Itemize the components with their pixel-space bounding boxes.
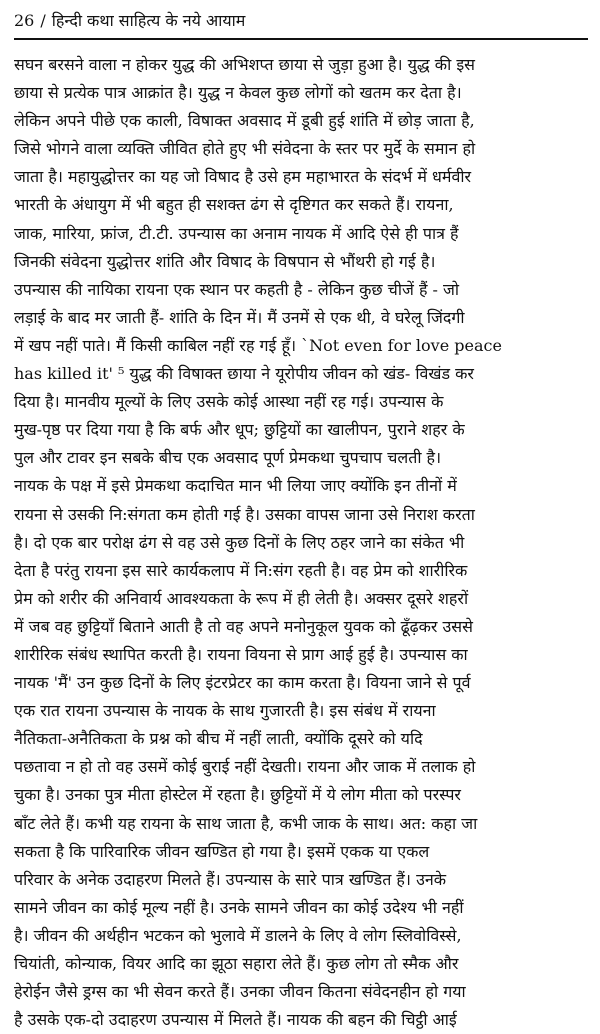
text-line: है। दो एक बार परोक्ष ढंग से वह उसे कुछ दिनों के लिए ठहर जाने का संकेत भी	[14, 532, 465, 552]
text-line: हेरोईन जैसे ड्रग्स का भी सेवन करते हैं। उनका जीवन कितना संवेदनहीन हो गया	[14, 982, 466, 1002]
text-line: जिनकी संवेदना युद्धोत्तर शांति और विषाद के विषपान से भौंथरी हो गई है।	[14, 251, 436, 271]
text-line: सामने जीवन का कोई मूल्य नहीं है। उनके सामने जीवन का कोई उदेश्य भी नहीं	[14, 897, 464, 917]
text-line: नैतिकता-अनैतिकता के प्रश्न को बीच में नहीं लाती, क्योंकि दूसरे को यदि	[14, 729, 423, 749]
text-line: लेकिन अपने पीछे एक काली, विषाक्त अवसाद में डूबी हुई शांति में छोड़ जाता है,	[14, 111, 475, 131]
text-line: सकता है कि पारिवारिक जीवन खण्डित हो गया है। इसमें एकक या एकल	[14, 841, 430, 861]
text-line: प्रेम को शरीर की अनिवार्य आवश्यकता के रूप में ही लेती है। अक्सर दूसरे शहरों	[14, 588, 469, 608]
text-line: has killed it' ⁵ युद्ध की विषाक्त छाया ने यूरोपीय जीवन को खंड- विखंड कर	[14, 364, 474, 384]
text-line: सघन बरसने वाला न होकर युद्ध की अभिशप्त छाया से जुड़ा हुआ है। युद्ध की इस	[14, 55, 475, 74]
text-line: में जब वह छुट्टियाँ बिताने आती है तो वह अपने मनोनुकूल युवक को ढूँढ़कर उससे	[14, 616, 473, 636]
text-line: है। जीवन की अर्थहीन भटकन को भुलावे में डालने के लिए वे लोग स्लिवोविस्से,	[14, 925, 462, 945]
text-line: उपन्यास की नायिका रायना एक स्थान पर कहती है - लेकिन कुछ चीजें हैं - जो	[14, 279, 460, 299]
running-title: हिन्दी कथा साहित्य के नये आयाम	[51, 11, 246, 30]
text-line: परिवार के अनेक उदाहरण मिलते हैं। उपन्यास के सारे पात्र खण्डित हैं। उनके	[14, 869, 447, 889]
text-line: देता है परंतु रायना इस सारे कार्यकलाप में नि:संग रहती है। वह प्रेम को शारीरिक	[14, 560, 468, 580]
header-rule	[14, 38, 588, 40]
text-line: लड़ाई के बाद मर जाती हैं- शांति के दिन में। मैं उनमें से एक थी, वे घरेलू जिंदगी	[14, 307, 465, 327]
text-line: है उसके एक-दो उदाहरण उपन्यास में मिलते हैं। नायक की बहन की चिट्ठी आई	[14, 1010, 457, 1030]
text-line: दिया है। मानवीय मूल्यों के लिए उसके कोई आस्था नहीं रह गई। उपन्यास के	[14, 392, 444, 412]
text-line: जाता है। महायुद्धोत्तर का यह जो विषाद है उसे हम महाभारत के संदर्भ में धर्मवीर	[14, 167, 472, 187]
page-number: 26	[14, 10, 35, 30]
text-line: जाक, मारिया, फ्रांज, टी.टी. उपन्यास का अनाम नायक में आदि ऐसे ही पात्र हैं	[14, 223, 459, 243]
text-line: मुख-पृष्ठ पर दिया गया है कि बर्फ और धूप; छुट्टियों का खालीपन, पुराने शहर के	[14, 420, 465, 440]
text-line: एक रात रायना उपन्यास के नायक के साथ गुजारती है। इस संबंध में रायना	[14, 701, 436, 721]
text-line: शारीरिक संबंध स्थापित करती है। रायना वियना से प्राग आई हुई है। उपन्यास का	[14, 644, 468, 664]
header-separator: /	[40, 10, 46, 30]
text-line: चियांती, कोन्याक, वियर आदि का झूठा सहारा लेते हैं। कुछ लोग तो स्मैक और	[14, 954, 459, 973]
text-line: पुल और टावर इन सबके बीच एक अवसाद पूर्ण प्रेमकथा चुपचाप चलती है।	[14, 448, 442, 468]
text-line: चुका है। उनका पुत्र मीता होस्टेल में रहता है। छुट्टियों में ये लोग मीता को परस्पर	[14, 785, 461, 805]
text-line: बाँट लेते हैं। कभी यह रायना के साथ जाता है, कभी जाक के साथ। अत: कहा जा	[14, 813, 478, 833]
text-line: नायक 'मैं' उन कुछ दिनों के लिए इंटरप्रेटर का काम करता है। वियना जाने से पूर्व	[14, 673, 471, 693]
text-line: पछतावा न हो तो वह उसमें कोई बुराई नहीं देखती। रायना और जाक में तलाक हो	[14, 757, 476, 777]
text-line: भारती के अंधायुग में भी बहुत ही सशक्त ढंग से दृष्टिगत कर सकते हैं। रायना,	[14, 195, 454, 215]
text-line: में खप नहीं पाते। मैं किसी काबिल नहीं रह गई हूँ। `Not even for love peace	[14, 335, 502, 355]
text-line: रायना से उसकी नि:संगता कम होती गई है। उसका वापस जाना उसे निराश करता	[14, 504, 475, 524]
running-header	[14, 6, 245, 34]
text-line: छाया से प्रत्येक पात्र आक्रांत है। युद्ध न केवल कुछ लोगों को खतम कर देता है।	[14, 83, 462, 103]
body-paragraph	[14, 51, 588, 1034]
text-line: नायक के पक्ष में इसे प्रेमकथा कदाचित मान भी लिया जाए क्योंकि इन तीनों में	[14, 476, 457, 496]
text-line: जिसे भोगने वाला व्यक्ति जीवित होते हुए भी संवेदना के स्तर पर मुर्दे के समान हो	[14, 139, 476, 159]
